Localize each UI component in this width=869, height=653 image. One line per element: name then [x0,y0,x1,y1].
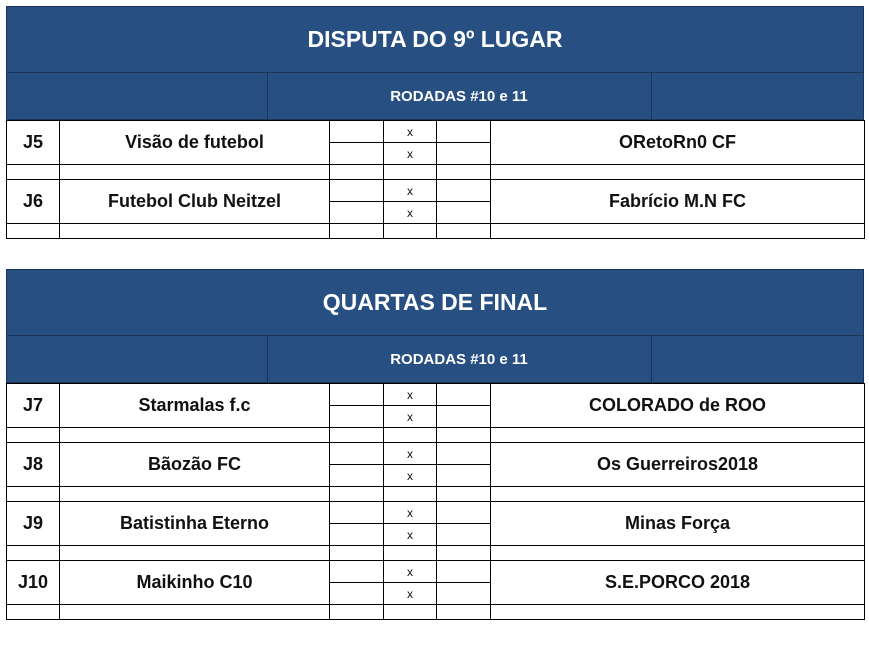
match-row [7,384,865,406]
home-score-cell[interactable] [330,384,384,406]
match-row [7,561,865,583]
away-score-cell[interactable] [437,143,491,165]
rounds-label: RODADAS #10 e 11 [390,350,528,368]
match-row [7,443,865,465]
spacer-row [7,428,865,443]
versus-mark: x [384,143,437,165]
away-score-cell[interactable] [437,180,491,202]
away-score-cell[interactable] [437,121,491,143]
match-row [7,180,865,202]
section-title: QUARTAS DE FINAL [6,269,864,336]
home-score-cell[interactable] [330,143,384,165]
spacer-row [7,224,865,239]
versus-mark: x [384,465,437,487]
versus-mark: x [384,524,437,546]
section-title: DISPUTA DO 9º LUGAR [6,6,864,73]
away-score-cell[interactable] [437,561,491,583]
match-id: J10 [7,561,60,605]
section-quarterfinals [6,269,864,620]
match-row [7,502,865,524]
away-team: Fabrício M.N FC [491,180,865,224]
versus-mark: x [384,502,437,524]
home-score-cell[interactable] [330,406,384,428]
home-score-cell[interactable] [330,524,384,546]
home-score-cell[interactable] [330,443,384,465]
versus-mark: x [384,384,437,406]
home-team: Futebol Club Neitzel [60,180,330,224]
away-team: S.E.PORCO 2018 [491,561,865,605]
home-team: Bãozão FC [60,443,330,487]
versus-mark: x [384,202,437,224]
match-id: J7 [7,384,60,428]
home-team: Visão de futebol [60,121,330,165]
home-team: Batistinha Eterno [60,502,330,546]
away-team: Minas Força [491,502,865,546]
matches-table [6,120,865,239]
away-score-cell[interactable] [437,384,491,406]
versus-mark: x [384,443,437,465]
home-score-cell[interactable] [330,202,384,224]
away-score-cell[interactable] [437,583,491,605]
away-team: COLORADO de ROO [491,384,865,428]
match-id: J6 [7,180,60,224]
home-score-cell[interactable] [330,583,384,605]
versus-mark: x [384,406,437,428]
away-team: Os Guerreiros2018 [491,443,865,487]
matches-table [6,383,865,620]
versus-mark: x [384,121,437,143]
home-score-cell[interactable] [330,561,384,583]
home-score-cell[interactable] [330,121,384,143]
spacer-row [7,546,865,561]
away-score-cell[interactable] [437,502,491,524]
away-score-cell[interactable] [437,465,491,487]
away-score-cell[interactable] [437,524,491,546]
home-score-cell[interactable] [330,502,384,524]
spacer-row [7,605,865,620]
match-id: J9 [7,502,60,546]
versus-mark: x [384,583,437,605]
home-team: Starmalas f.c [60,384,330,428]
spacer-row [7,487,865,502]
away-score-cell[interactable] [437,443,491,465]
rounds-label: RODADAS #10 e 11 [390,87,528,105]
section-subheader [6,73,864,120]
section-subheader [6,336,864,383]
home-score-cell[interactable] [330,465,384,487]
versus-mark: x [384,180,437,202]
match-id: J5 [7,121,60,165]
home-score-cell[interactable] [330,180,384,202]
match-row [7,121,865,143]
away-score-cell[interactable] [437,202,491,224]
home-team: Maikinho C10 [60,561,330,605]
versus-mark: x [384,561,437,583]
match-id: J8 [7,443,60,487]
spacer-row [7,165,865,180]
away-score-cell[interactable] [437,406,491,428]
away-team: ORetoRn0 CF [491,121,865,165]
section-9th-place [6,6,864,239]
